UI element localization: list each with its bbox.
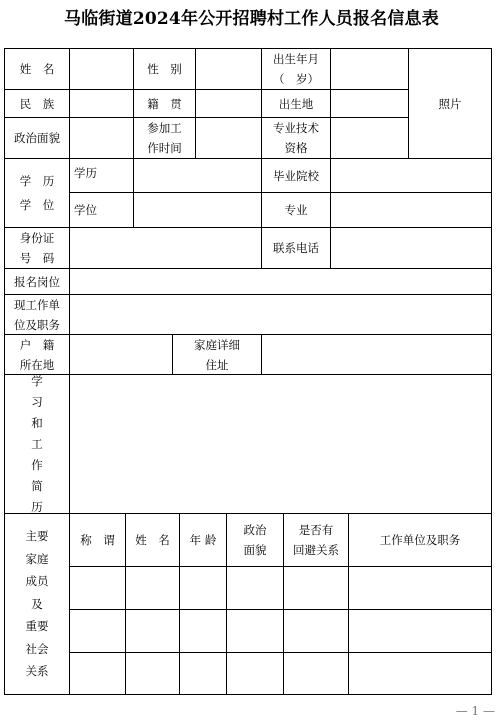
ethnicity-value[interactable] [70,90,133,117]
name-value[interactable] [70,49,133,89]
address-value[interactable] [262,335,491,374]
hukou-value[interactable] [70,335,172,374]
school-label: 毕业院校 [273,168,319,183]
work-start-value[interactable] [196,118,261,158]
family-row-3[interactable] [70,653,491,694]
birth-date-label: 出生年月 （ 岁） [273,52,319,86]
gender-label: 性 别 [147,62,182,76]
id-number-label: 身份证 号 码 [19,231,55,265]
ethnicity-label: 民 族 [19,96,55,111]
family-header-political-status: 政治 面貌 [243,523,267,557]
hukou-label: 户 籍 所在地 [19,337,55,372]
birthplace-value[interactable] [331,90,408,117]
political-status-label: 政治面貌 [14,131,60,145]
phone-label: 联系电话 [273,241,319,255]
current-job-label: 现工作单 位及职务 [14,297,60,332]
major-label: 专业 [284,203,308,217]
family-row-2[interactable] [70,610,491,652]
resume-label: 学 习 和 工 作 简 历 [31,373,43,514]
political-status-value[interactable] [70,118,133,158]
family-row-1[interactable] [70,567,491,609]
native-place-value[interactable] [196,90,261,117]
degree-label: 学位 [74,203,97,217]
major-value[interactable] [331,193,491,227]
education-label: 学历 [74,166,97,180]
family-header-name: 姓 名 [135,533,170,547]
skill-qualification-label: 专业技术 资格 [273,121,319,155]
family-header-avoidance: 是否有 回避关系 [293,523,339,557]
family-header-employer: 工作单位及职务 [379,533,461,547]
birthplace-label: 出生地 [278,96,314,111]
page-number: — 1 — [455,704,495,718]
family-relations-label: 主要 家庭 成员 及 重要 社会 关系 [25,529,49,679]
gender-value[interactable] [196,49,261,89]
skill-qualification-value[interactable] [331,118,408,158]
id-number-value[interactable] [70,228,261,268]
photo-box: 照片 [438,96,462,111]
degree-value[interactable] [134,193,261,227]
school-value[interactable] [331,159,491,192]
work-start-label: 参加工 作时间 [147,121,182,155]
page-title: 马临街道2024年公开招聘村工作人员报名信息表 [64,9,439,29]
family-header-age: 年 龄 [189,533,217,547]
education-degree-label: 学 历 学 位 [19,174,55,212]
current-job-value[interactable] [70,295,491,334]
education-value[interactable] [134,159,261,192]
name-label: 姓 名 [19,62,55,76]
family-header-relation: 称 谓 [80,533,115,547]
applied-position-value[interactable] [70,269,491,294]
resume-value[interactable] [70,375,491,513]
address-label: 家庭详细 住址 [194,337,240,372]
phone-value[interactable] [331,228,491,268]
birth-date-value[interactable] [331,49,408,89]
native-place-label: 籍 贯 [147,96,182,111]
applied-position-label: 报名岗位 [14,274,60,289]
